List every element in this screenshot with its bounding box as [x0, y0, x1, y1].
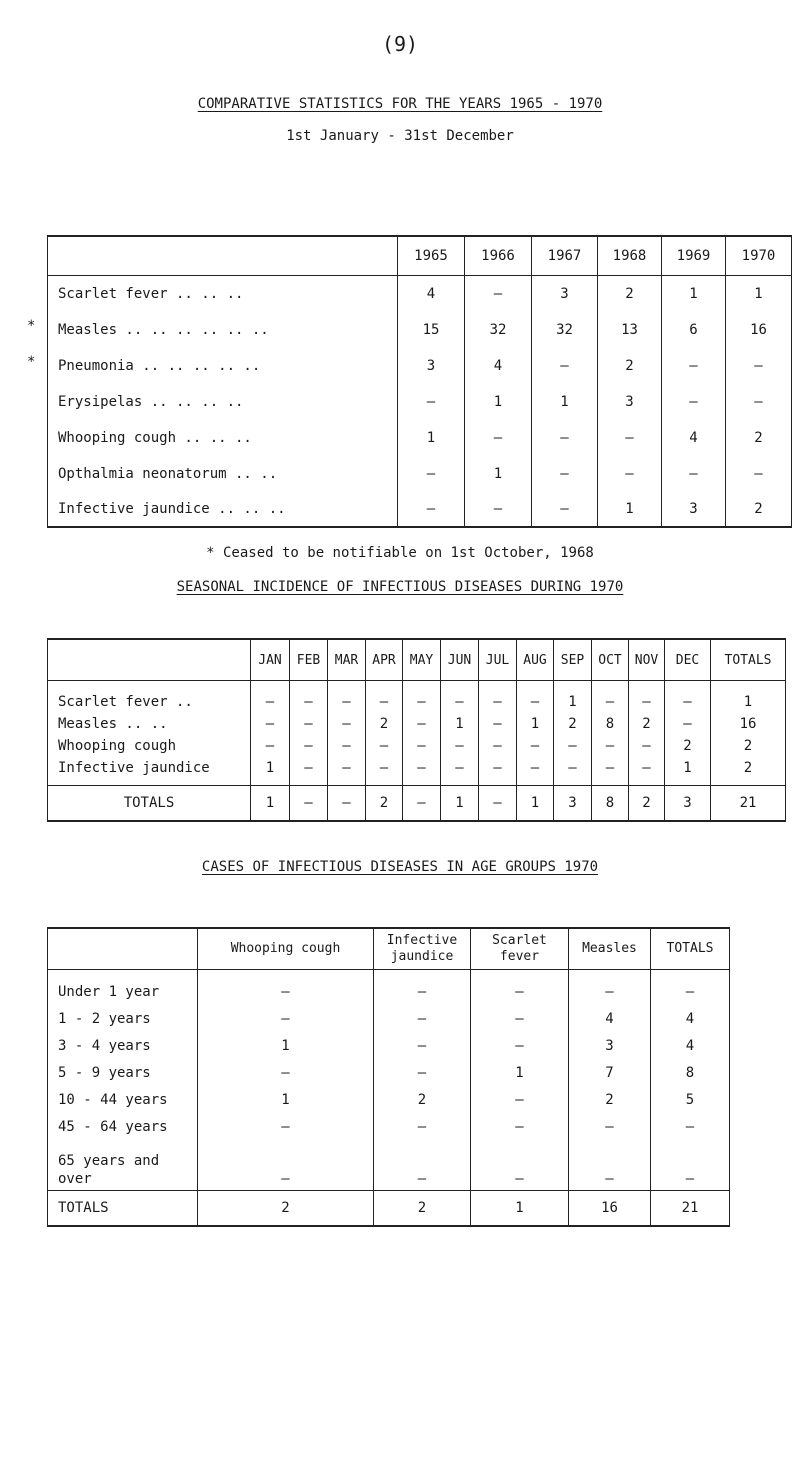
table-row	[48, 1140, 730, 1191]
value-cell: –	[374, 970, 471, 1006]
month-header: SEP	[554, 639, 592, 681]
value-cell: 2	[554, 713, 592, 735]
value-cell: –	[554, 757, 592, 786]
totals-label: TOTALS	[48, 786, 251, 822]
header-blank-cell	[48, 236, 398, 276]
row-total-cell: –	[651, 970, 730, 1006]
value-cell: –	[366, 681, 403, 714]
total-cell: –	[328, 786, 366, 822]
value-cell: 3	[569, 1032, 651, 1059]
value-cell: –	[629, 735, 665, 757]
value-cell: –	[374, 1113, 471, 1140]
value-cell: –	[554, 735, 592, 757]
disease-label: Pneumonia .. .. .. .. ..	[48, 348, 398, 384]
row-total-cell: –	[651, 1113, 730, 1140]
value-cell: –	[290, 713, 328, 735]
disease-label: Measles .. .. .. .. .. ..	[48, 312, 398, 348]
value-cell: 1	[198, 1032, 374, 1059]
month-header: FEB	[290, 639, 328, 681]
month-header-row	[48, 639, 786, 681]
age-group-label: 3 - 4 years	[48, 1032, 198, 1059]
totals-header: TOTALS	[711, 639, 786, 681]
table-row	[48, 970, 730, 1006]
value-cell: –	[251, 681, 290, 714]
total-cell: 16	[569, 1191, 651, 1227]
value-cell: –	[629, 757, 665, 786]
value-cell: 3	[532, 276, 598, 313]
table-row	[48, 384, 792, 420]
value-cell: –	[598, 456, 662, 492]
year-header: 1966	[465, 236, 532, 276]
value-cell: –	[532, 492, 598, 527]
value-cell: –	[592, 681, 629, 714]
total-cell: 2	[366, 786, 403, 822]
total-cell: 1	[251, 786, 290, 822]
month-header: NOV	[629, 639, 665, 681]
value-cell: –	[198, 1059, 374, 1086]
total-cell: 2	[374, 1191, 471, 1227]
row-total-cell: 1	[711, 681, 786, 714]
value-cell: –	[328, 757, 366, 786]
value-cell: 7	[569, 1059, 651, 1086]
disease-header: Whooping cough	[198, 928, 374, 970]
total-cell: –	[290, 786, 328, 822]
disease-header: Infective jaundice	[374, 928, 471, 970]
value-cell: 2	[629, 713, 665, 735]
value-cell: –	[374, 1140, 471, 1191]
value-cell: –	[328, 681, 366, 714]
age-group-label: Under 1 year	[48, 970, 198, 1006]
value-cell: –	[471, 970, 569, 1006]
value-cell: –	[398, 384, 465, 420]
total-cell: –	[403, 786, 441, 822]
totals-label: TOTALS	[48, 1191, 198, 1227]
row-total-cell: 16	[711, 713, 786, 735]
value-cell: –	[290, 681, 328, 714]
value-cell: –	[374, 1059, 471, 1086]
value-cell: 1	[662, 276, 726, 313]
total-cell: 1	[471, 1191, 569, 1227]
value-cell: –	[441, 681, 479, 714]
age-group-label: 10 - 44 years	[48, 1086, 198, 1113]
value-cell: –	[398, 456, 465, 492]
month-header: APR	[366, 639, 403, 681]
header-blank-cell	[48, 928, 198, 970]
value-cell: –	[532, 420, 598, 456]
year-header: 1968	[598, 236, 662, 276]
value-cell: –	[198, 1113, 374, 1140]
value-cell: 1	[517, 713, 554, 735]
row-total-cell: 2	[711, 757, 786, 786]
age-group-label: 1 - 2 years	[48, 1005, 198, 1032]
disease-header: Scarlet fever	[471, 928, 569, 970]
total-cell: 2	[198, 1191, 374, 1227]
value-cell: –	[598, 420, 662, 456]
total-cell: 1	[517, 786, 554, 822]
value-cell: 4	[465, 348, 532, 384]
value-cell: –	[374, 1032, 471, 1059]
value-cell: –	[398, 492, 465, 527]
value-cell: –	[479, 713, 517, 735]
disease-label: Whooping cough .. .. ..	[48, 420, 398, 456]
value-cell: –	[465, 492, 532, 527]
total-cell: 2	[629, 786, 665, 822]
value-cell: –	[374, 1005, 471, 1032]
value-cell: 1	[532, 384, 598, 420]
value-cell: 1	[471, 1059, 569, 1086]
value-cell: –	[471, 1032, 569, 1059]
row-total-cell: –	[651, 1140, 730, 1191]
value-cell: –	[726, 384, 792, 420]
table-row	[48, 1059, 730, 1086]
month-header: JUN	[441, 639, 479, 681]
total-cell: 3	[665, 786, 711, 822]
value-cell: –	[517, 757, 554, 786]
table-row	[48, 492, 792, 527]
table-row	[48, 420, 792, 456]
seasonal-incidence-title: SEASONAL INCIDENCE OF INFECTIOUS DISEASES DURING 1970	[176, 579, 624, 595]
table-row	[48, 713, 786, 735]
disease-label: Measles .. ..	[48, 713, 251, 735]
value-cell: –	[517, 681, 554, 714]
table-row	[48, 312, 792, 348]
value-cell: 1	[441, 713, 479, 735]
value-cell: –	[569, 1113, 651, 1140]
comparative-statistics-title: COMPARATIVE STATISTICS FOR THE YEARS 1965 - 1970	[197, 96, 603, 112]
value-cell: –	[366, 757, 403, 786]
value-cell: –	[479, 681, 517, 714]
total-cell: 1	[441, 786, 479, 822]
value-cell: –	[471, 1113, 569, 1140]
seasonal-incidence-table	[47, 638, 786, 822]
value-cell: –	[517, 735, 554, 757]
month-header: AUG	[517, 639, 554, 681]
value-cell: –	[465, 276, 532, 313]
value-cell: –	[662, 456, 726, 492]
row-total-cell: 2	[711, 735, 786, 757]
value-cell: 1	[251, 757, 290, 786]
value-cell: –	[290, 757, 328, 786]
value-cell: 15	[398, 312, 465, 348]
value-cell: 8	[592, 713, 629, 735]
value-cell: –	[726, 456, 792, 492]
value-cell: –	[366, 735, 403, 757]
table-row	[48, 1113, 730, 1140]
total-cell: 3	[554, 786, 592, 822]
totals-header: TOTALS	[651, 928, 730, 970]
totals-row	[48, 1191, 730, 1227]
value-cell: –	[532, 348, 598, 384]
value-cell: –	[665, 713, 711, 735]
table-row	[48, 1086, 730, 1113]
age-group-label: 45 - 64 years	[48, 1113, 198, 1140]
table-row	[48, 456, 792, 492]
value-cell: 32	[532, 312, 598, 348]
table-row	[48, 681, 786, 714]
year-header: 1967	[532, 236, 598, 276]
value-cell: –	[198, 1005, 374, 1032]
value-cell: –	[403, 713, 441, 735]
date-range-subtitle: 1st January - 31st December	[286, 128, 514, 144]
year-header: 1969	[662, 236, 726, 276]
erysipelas-marker: *	[27, 354, 36, 370]
value-cell: 1	[665, 757, 711, 786]
value-cell: –	[403, 735, 441, 757]
value-cell: 2	[665, 735, 711, 757]
year-header: 1970	[726, 236, 792, 276]
year-header-row	[48, 236, 792, 276]
month-header: MAR	[328, 639, 366, 681]
age-group-label: 5 - 9 years	[48, 1059, 198, 1086]
value-cell: 32	[465, 312, 532, 348]
disease-label: Scarlet fever ..	[48, 681, 251, 714]
value-cell: –	[198, 970, 374, 1006]
value-cell: –	[479, 735, 517, 757]
age-group-label: 65 years and over	[48, 1140, 198, 1191]
value-cell: 1	[726, 276, 792, 313]
pneumonia-marker: *	[27, 318, 36, 334]
table-row	[48, 735, 786, 757]
total-cell: –	[479, 786, 517, 822]
year-header: 1965	[398, 236, 465, 276]
total-cell: 8	[592, 786, 629, 822]
value-cell: 2	[598, 276, 662, 313]
month-header: JAN	[251, 639, 290, 681]
page-number: (9)	[381, 32, 419, 56]
disease-label: Infective jaundice .. .. ..	[48, 492, 398, 527]
month-header: JUL	[479, 639, 517, 681]
disease-label: Whooping cough	[48, 735, 251, 757]
value-cell: –	[662, 348, 726, 384]
value-cell: –	[251, 713, 290, 735]
table-row	[48, 757, 786, 786]
value-cell: 1	[465, 384, 532, 420]
value-cell: 3	[598, 384, 662, 420]
value-cell: –	[441, 757, 479, 786]
value-cell: 4	[398, 276, 465, 313]
age-groups-table	[47, 927, 730, 1227]
disease-header-row	[48, 928, 730, 970]
value-cell: –	[251, 735, 290, 757]
value-cell: 2	[569, 1086, 651, 1113]
value-cell: –	[471, 1140, 569, 1191]
value-cell: –	[629, 681, 665, 714]
value-cell: 6	[662, 312, 726, 348]
value-cell: 1	[198, 1086, 374, 1113]
value-cell: 16	[726, 312, 792, 348]
disease-label: Infective jaundice	[48, 757, 251, 786]
value-cell: 1	[598, 492, 662, 527]
value-cell: –	[592, 735, 629, 757]
value-cell: 3	[662, 492, 726, 527]
row-total-cell: 4	[651, 1032, 730, 1059]
disease-label: Erysipelas .. .. .. ..	[48, 384, 398, 420]
value-cell: 1	[554, 681, 592, 714]
value-cell: 2	[366, 713, 403, 735]
grand-total-cell: 21	[651, 1191, 730, 1227]
value-cell: –	[665, 681, 711, 714]
value-cell: 3	[398, 348, 465, 384]
row-total-cell: 5	[651, 1086, 730, 1113]
grand-total-cell: 21	[711, 786, 786, 822]
value-cell: –	[532, 456, 598, 492]
month-header: DEC	[665, 639, 711, 681]
value-cell: 2	[598, 348, 662, 384]
value-cell: –	[569, 1140, 651, 1191]
month-header: MAY	[403, 639, 441, 681]
footnote: * Ceased to be notifiable on 1st October, 1968	[206, 545, 594, 561]
value-cell: –	[726, 348, 792, 384]
month-header: OCT	[592, 639, 629, 681]
value-cell: 4	[569, 1005, 651, 1032]
age-groups-title: CASES OF INFECTIOUS DISEASES IN AGE GROUPS 1970	[201, 859, 599, 875]
table-row	[48, 1005, 730, 1032]
value-cell: –	[465, 420, 532, 456]
comparative-statistics-table	[47, 235, 792, 528]
value-cell: –	[471, 1005, 569, 1032]
value-cell: 2	[726, 420, 792, 456]
value-cell: –	[328, 735, 366, 757]
disease-label: Opthalmia neonatorum .. ..	[48, 456, 398, 492]
value-cell: 2	[726, 492, 792, 527]
value-cell: –	[662, 384, 726, 420]
disease-label: Scarlet fever .. .. ..	[48, 276, 398, 313]
table-row	[48, 1032, 730, 1059]
row-total-cell: 4	[651, 1005, 730, 1032]
value-cell: –	[479, 757, 517, 786]
value-cell: 13	[598, 312, 662, 348]
value-cell: 1	[465, 456, 532, 492]
value-cell: –	[569, 970, 651, 1006]
value-cell: 2	[374, 1086, 471, 1113]
value-cell: –	[471, 1086, 569, 1113]
value-cell: 1	[398, 420, 465, 456]
header-blank-cell	[48, 639, 251, 681]
value-cell: –	[403, 681, 441, 714]
totals-row	[48, 786, 786, 822]
disease-header: Measles	[569, 928, 651, 970]
table-row	[48, 276, 792, 313]
value-cell: –	[403, 757, 441, 786]
value-cell: –	[592, 757, 629, 786]
row-total-cell: 8	[651, 1059, 730, 1086]
value-cell: 4	[662, 420, 726, 456]
value-cell: –	[441, 735, 479, 757]
value-cell: –	[328, 713, 366, 735]
value-cell: –	[290, 735, 328, 757]
table-row	[48, 348, 792, 384]
value-cell: –	[198, 1140, 374, 1191]
